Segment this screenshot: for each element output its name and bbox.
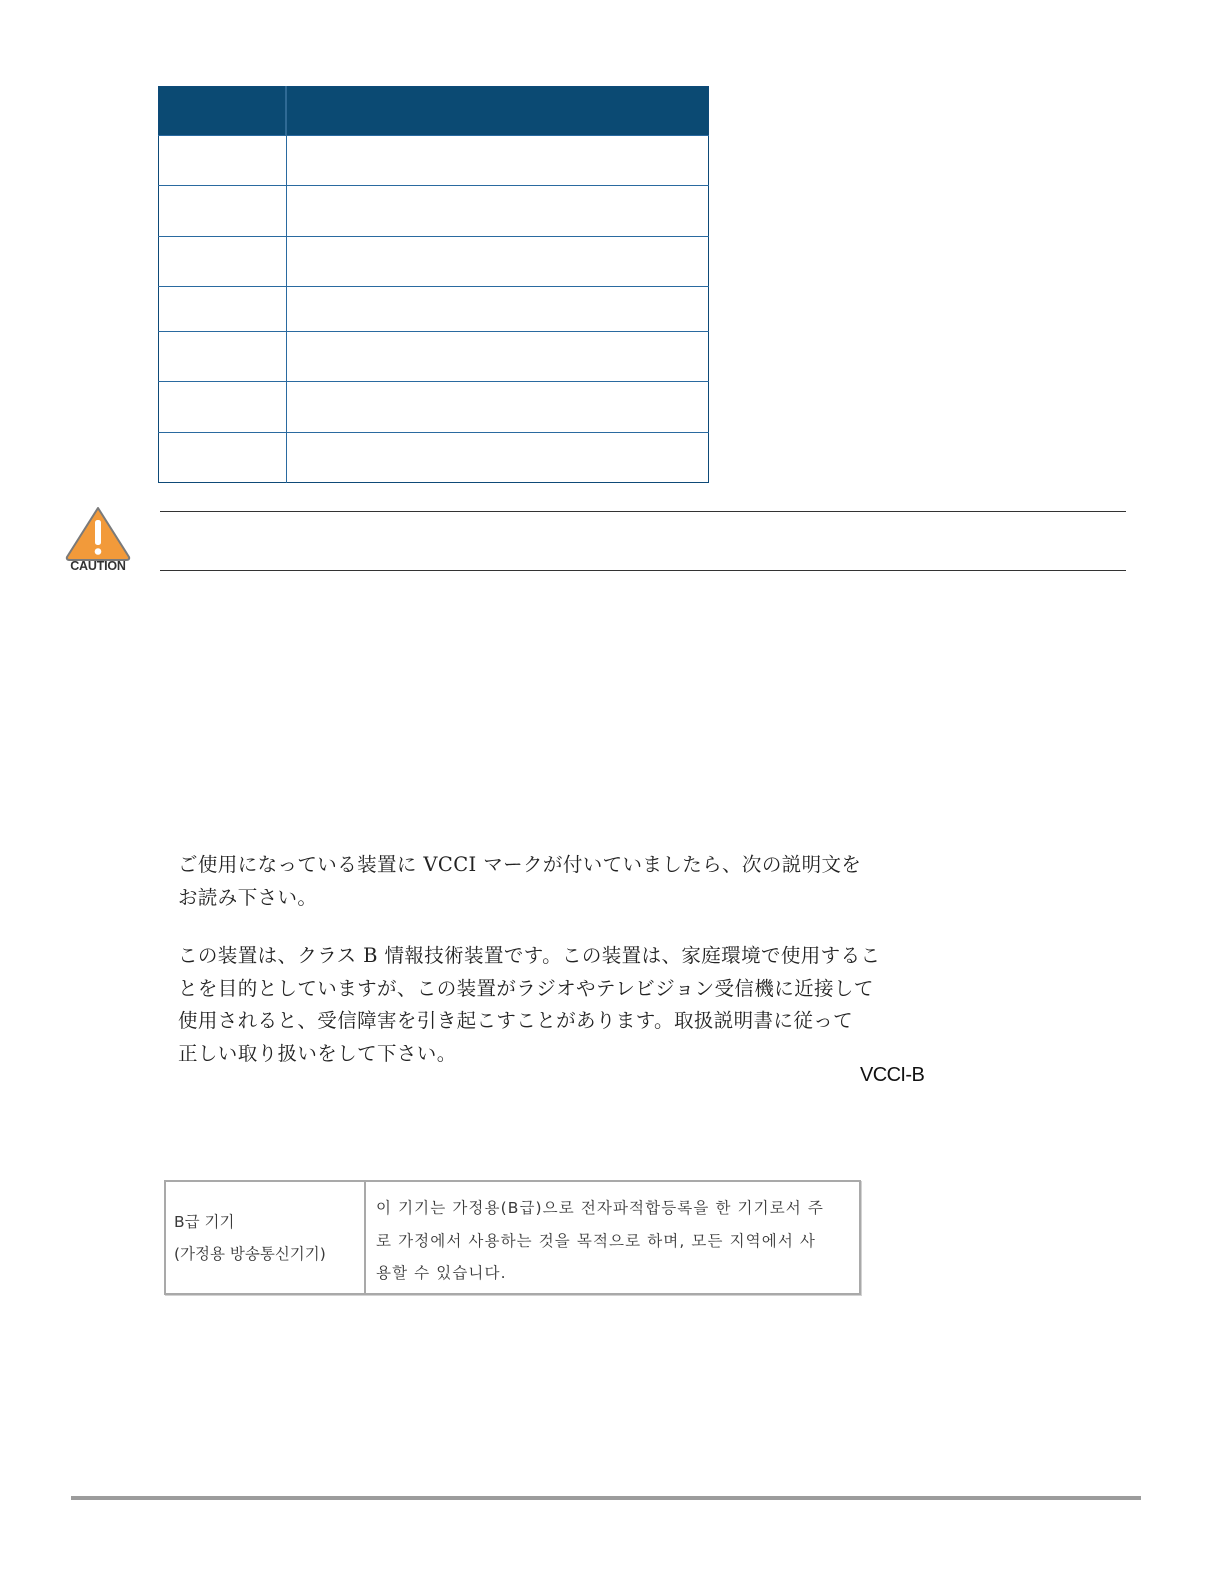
table-header-row	[159, 87, 709, 136]
vcci-statement-line: この装置は、クラス B 情報技術装置です。この装置は、家庭環境で使用するこ	[178, 944, 881, 967]
table-cell	[159, 332, 287, 382]
table-cell	[286, 287, 709, 332]
korea-description-cell	[365, 1181, 860, 1294]
country-table	[158, 86, 709, 483]
footer-bar	[71, 1496, 1141, 1500]
table-cell	[159, 136, 287, 186]
caution-label: CAUTION	[70, 559, 126, 573]
vcci-statement-line: とを目的としていますが、この装置がラジオやテレビジョン受信機に近接して	[178, 976, 874, 1000]
table-cell	[286, 237, 709, 287]
table-cell	[286, 433, 709, 483]
korea-statement-table	[164, 1180, 861, 1295]
table-row	[159, 433, 709, 483]
table-row	[159, 287, 709, 332]
table-row	[165, 1181, 860, 1294]
vcci-statement-line: 正しい取り扱いをして下さい。	[178, 1041, 457, 1065]
table-row	[159, 136, 709, 186]
table-row	[159, 332, 709, 382]
table-header-cell	[286, 87, 709, 136]
table-cell	[286, 382, 709, 433]
caution-bottom-rule	[160, 570, 1126, 571]
table-cell	[286, 332, 709, 382]
table-cell	[159, 237, 287, 287]
korea-description-line: 로 가정에서 사용하는 것을 목적으로 하며, 모든 지역에서 사	[376, 1231, 816, 1250]
table-cell	[286, 186, 709, 237]
table-cell	[159, 382, 287, 433]
korea-description-line: 이 기기는 가정용(B급)으로 전자파적합등록을 한 기기로서 주	[376, 1199, 824, 1217]
vcci-statement-line: 使用されると、受信障害を引き起こすことがあります。取扱説明書に従って	[178, 1009, 854, 1032]
table-cell	[159, 186, 287, 237]
korea-class-line: B급 기기	[174, 1213, 235, 1231]
table-row	[159, 186, 709, 237]
table-cell	[159, 433, 287, 483]
vcci-statement	[178, 940, 948, 1070]
table-row	[159, 382, 709, 433]
vcci-intro-line: ご使用になっている装置に VCCI マークが付いていましたら、次の説明文を	[178, 853, 862, 876]
korea-class-line: (가정용 방송통신기기)	[174, 1245, 326, 1263]
vcci-intro	[178, 849, 948, 914]
vcci-intro-line: お読み下さい。	[178, 885, 318, 909]
table-row	[159, 237, 709, 287]
table-header-cell	[159, 87, 287, 136]
caution-top-rule	[160, 511, 1126, 512]
korea-class-cell	[165, 1181, 365, 1294]
korea-description-line: 용할 수 있습니다.	[376, 1264, 507, 1282]
table-cell	[286, 136, 709, 186]
table-cell	[159, 287, 287, 332]
vcci-mark: VCCI-B	[860, 1064, 925, 1086]
